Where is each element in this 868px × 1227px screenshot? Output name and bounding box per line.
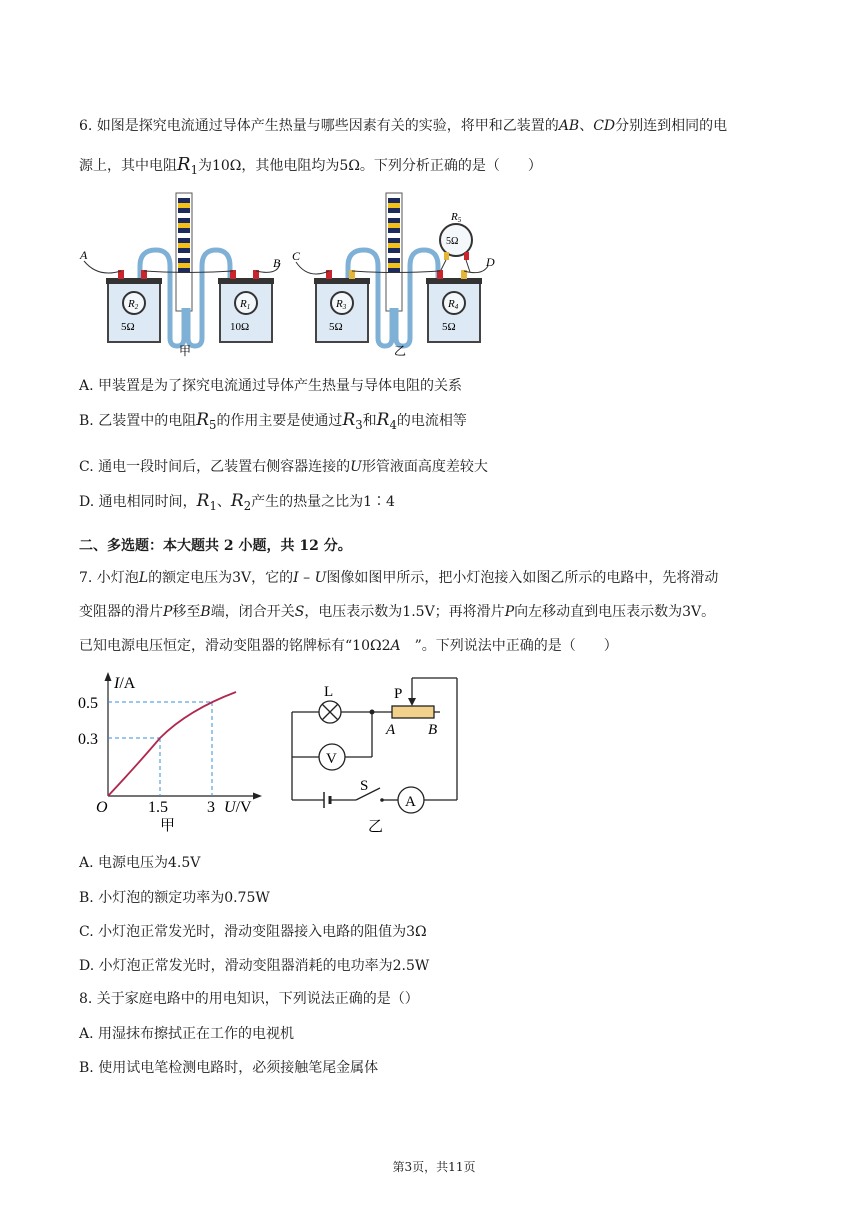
svg-text:A: A	[405, 794, 416, 810]
slider-label: P	[394, 686, 403, 702]
tick-1.5: 1.5	[148, 799, 168, 816]
q7-circuit	[282, 668, 472, 838]
label-5ohm-r4: 5Ω	[442, 321, 456, 333]
q7-stem-line2: 变阻器的滑片P移至B端，闭合开关S，电压表示数为1.5V；再将滑片P向左移动直到电压表示数为3V。	[79, 604, 716, 620]
switch-label: S	[360, 778, 369, 794]
x-axis-label: U/V	[224, 799, 252, 816]
section-2-heading: 二、多选题：本大题共 2 小题，共 12 分。	[79, 538, 352, 554]
x-axis-arrow	[253, 793, 262, 800]
q8-option-a: A. 用湿抹布擦拭正在工作的电视机	[79, 1026, 295, 1042]
tick-0.5: 0.5	[78, 695, 98, 712]
caption-yi-circuit: 乙	[368, 819, 384, 835]
rheostat	[392, 706, 434, 718]
label-5ohm-r5: 5Ω	[446, 236, 459, 247]
apparatus-jia	[79, 193, 281, 358]
label-5ohm-left: 5Ω	[121, 321, 135, 333]
q7-stem-line1: 7. 小灯泡L的额定电压为3V，它的I – U图像如图甲所示，把小灯泡接入如图乙所示的电路中，先将滑动	[79, 570, 719, 586]
label-r5: R5	[451, 211, 462, 224]
origin-label: O	[96, 799, 108, 816]
page-footer: 第3页，共11页	[392, 1160, 476, 1174]
q8-stem: 8. 关于家庭电路中的用电知识，下列说法正确的是（）	[79, 991, 419, 1007]
q7-iu-graph	[76, 668, 276, 838]
label-r3: R3	[336, 298, 347, 311]
caption-jia-graph: 甲	[160, 818, 176, 834]
q7-option-a: A. 电源电压为4.5V	[79, 855, 201, 871]
label-r4: R4	[448, 298, 459, 311]
label-d: D	[486, 255, 495, 269]
q6-option-b: B. 乙装置中的电阻$R_5$的作用主要是使通过$R_3$和$R_4$的电流相等	[79, 410, 467, 432]
label-r2: R2	[128, 298, 139, 311]
label-a: A	[80, 248, 88, 262]
q7-stem-line3: 已知电源电压恒定，滑动变阻器的铭牌标有“10Ω2A ”。下列说法中正确的是（ ）	[79, 638, 618, 654]
tick-0.3: 0.3	[78, 731, 98, 748]
label-b: B	[273, 256, 281, 270]
switch-contact	[380, 798, 384, 802]
q6-option-c: C. 通电一段时间后，乙装置右侧容器连接的U形管液面高度差较大	[79, 459, 488, 475]
y-axis-arrow	[105, 672, 112, 681]
label-r1: R1	[240, 298, 251, 311]
lamp	[319, 701, 341, 723]
label-10ohm: 10Ω	[230, 321, 250, 333]
label-c: C	[292, 249, 301, 263]
y-axis-label: I/A	[114, 675, 136, 692]
caption-jia: 甲	[179, 344, 192, 358]
junction	[370, 710, 375, 715]
lamp-label: L	[324, 684, 334, 700]
svg-text:V: V	[326, 751, 337, 767]
battery	[324, 792, 330, 808]
q6-stem-line1: 6. 如图是探究电流通过导体产生热量与哪些因素有关的实验，将甲和乙装置的AB、CD分别连到相同的电	[79, 118, 728, 134]
end-a-label: A	[386, 722, 396, 738]
slider-arrow	[408, 698, 416, 706]
q6-option-a: A. 甲装置是为了探究电流通过导体产生热量与导体电阻的关系	[79, 378, 463, 394]
label-5ohm-r3: 5Ω	[329, 321, 343, 333]
q6-option-d: D. 通电相同时间，$R_1$、$R_2$产生的热量之比为1∶4	[79, 491, 395, 513]
q7-option-b: B. 小灯泡的额定功率为0.75W	[79, 890, 270, 906]
q7-option-d: D. 小灯泡正常发光时，滑动变阻器消耗的电功率为2.5W	[79, 958, 430, 974]
voltmeter	[319, 744, 345, 770]
caption-yi: 乙	[394, 344, 407, 358]
q6-stem-line2: 源上，其中电阻$R_1$为10Ω，其他电阻均为5Ω。下列分析正确的是（ ）	[79, 154, 542, 177]
q7-option-c: C. 小灯泡正常发光时，滑动变阻器接入电路的阻值为3Ω	[79, 924, 427, 940]
apparatus-yi	[292, 193, 495, 358]
end-b-label: B	[428, 722, 438, 738]
q8-option-b: B. 使用试电笔检测电路时，必须接触笔尾金属体	[79, 1060, 379, 1076]
tick-3: 3	[207, 799, 215, 816]
ammeter	[398, 787, 424, 813]
q6-figure	[78, 188, 518, 364]
iu-curve	[108, 692, 236, 796]
